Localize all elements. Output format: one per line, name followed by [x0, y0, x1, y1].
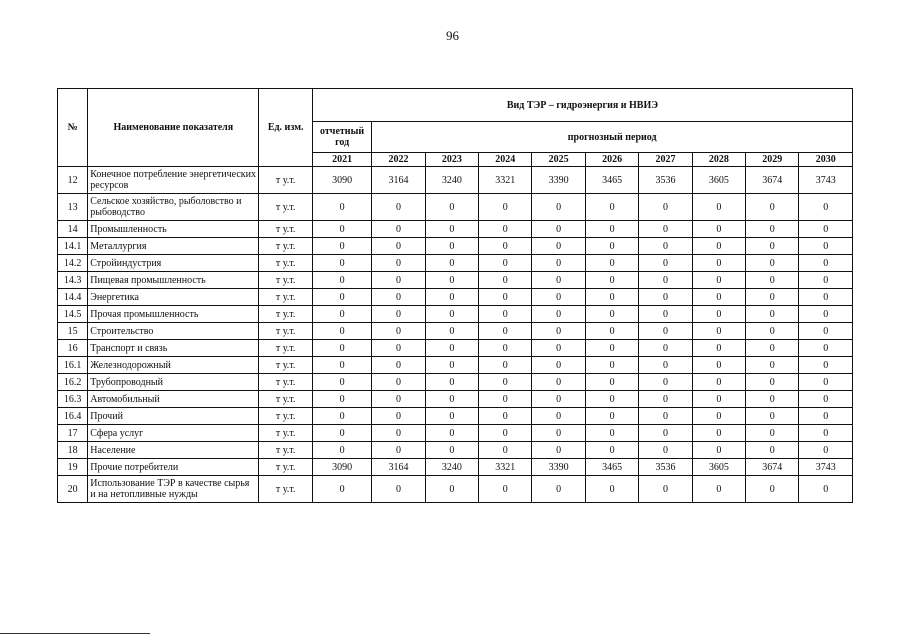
row-unit-cell: т у.т.: [259, 255, 312, 272]
value-cell: 0: [639, 194, 692, 221]
row-name-cell: Промышленность: [88, 221, 259, 238]
value-cell: 0: [532, 374, 585, 391]
row-number-cell: 14: [58, 221, 88, 238]
table-row: [58, 167, 853, 194]
table-row: [58, 425, 853, 442]
value-cell: 0: [639, 238, 692, 255]
year-header-cell: 2024: [479, 153, 532, 167]
value-cell: 0: [312, 289, 371, 306]
value-cell: 0: [372, 476, 425, 503]
row-unit-cell: т у.т.: [259, 221, 312, 238]
value-cell: 0: [425, 340, 478, 357]
row-unit-cell: т у.т.: [259, 442, 312, 459]
row-name-cell: Автомобильный: [88, 391, 259, 408]
value-cell: 0: [312, 476, 371, 503]
value-cell: 0: [425, 408, 478, 425]
row-unit-cell: т у.т.: [259, 194, 312, 221]
row-unit-cell: т у.т.: [259, 272, 312, 289]
value-cell: 0: [585, 425, 638, 442]
value-cell: 0: [372, 391, 425, 408]
energy-balance-table: [57, 88, 853, 503]
value-cell: 0: [312, 374, 371, 391]
value-cell: 0: [585, 306, 638, 323]
value-cell: 0: [479, 238, 532, 255]
row-number-cell: 16.2: [58, 374, 88, 391]
year-header-cell: 2026: [585, 153, 638, 167]
header-indicator-name: Наименование показателя: [88, 89, 259, 167]
row-number-cell: 15: [58, 323, 88, 340]
value-cell: 3743: [799, 459, 853, 476]
row-number-cell: 14.2: [58, 255, 88, 272]
row-name-cell: Население: [88, 442, 259, 459]
value-cell: 0: [692, 255, 745, 272]
value-cell: 0: [799, 272, 853, 289]
value-cell: 3605: [692, 167, 745, 194]
value-cell: 0: [746, 238, 799, 255]
year-header-cell: 2027: [639, 153, 692, 167]
value-cell: 0: [532, 289, 585, 306]
row-name-cell: Сфера услуг: [88, 425, 259, 442]
row-unit-cell: т у.т.: [259, 289, 312, 306]
value-cell: 0: [372, 340, 425, 357]
value-cell: 3605: [692, 459, 745, 476]
value-cell: 3321: [479, 459, 532, 476]
value-cell: 0: [312, 238, 371, 255]
table-row: [58, 289, 853, 306]
value-cell: 0: [585, 374, 638, 391]
row-number-cell: 16.4: [58, 408, 88, 425]
value-cell: 0: [692, 442, 745, 459]
header-resource-type: Вид ТЭР – гидроэнергия и НВИЭ: [312, 89, 852, 122]
row-name-cell: Прочая промышленность: [88, 306, 259, 323]
value-cell: 0: [585, 238, 638, 255]
row-number-cell: 14.1: [58, 238, 88, 255]
value-cell: 0: [585, 340, 638, 357]
value-cell: 3536: [639, 459, 692, 476]
value-cell: 0: [746, 323, 799, 340]
year-header-cell: 2023: [425, 153, 478, 167]
value-cell: 0: [585, 357, 638, 374]
table-row: [58, 238, 853, 255]
value-cell: 0: [372, 238, 425, 255]
row-name-cell: Прочий: [88, 408, 259, 425]
value-cell: 0: [746, 391, 799, 408]
value-cell: 0: [799, 238, 853, 255]
row-name-cell: Использование ТЭР в качестве сырья и на нетопливные нужды: [88, 476, 259, 503]
value-cell: 0: [799, 340, 853, 357]
value-cell: 0: [425, 238, 478, 255]
value-cell: 0: [312, 194, 371, 221]
row-name-cell: Энергетика: [88, 289, 259, 306]
row-unit-cell: т у.т.: [259, 391, 312, 408]
year-header-cell: 2021: [312, 153, 371, 167]
value-cell: 0: [372, 255, 425, 272]
row-name-cell: Металлургия: [88, 238, 259, 255]
value-cell: 0: [639, 221, 692, 238]
value-cell: 0: [746, 476, 799, 503]
row-name-cell: Транспорт и связь: [88, 340, 259, 357]
value-cell: 0: [799, 221, 853, 238]
value-cell: 0: [532, 255, 585, 272]
value-cell: 0: [692, 272, 745, 289]
row-name-cell: Железнодорожный: [88, 357, 259, 374]
value-cell: 0: [425, 425, 478, 442]
row-unit-cell: т у.т.: [259, 459, 312, 476]
value-cell: 0: [312, 340, 371, 357]
row-unit-cell: т у.т.: [259, 425, 312, 442]
row-number-cell: 12: [58, 167, 88, 194]
value-cell: 0: [479, 340, 532, 357]
value-cell: 0: [425, 442, 478, 459]
row-number-cell: 18: [58, 442, 88, 459]
row-name-cell: Прочие потребители: [88, 459, 259, 476]
row-unit-cell: т у.т.: [259, 476, 312, 503]
value-cell: 0: [372, 374, 425, 391]
value-cell: 0: [639, 391, 692, 408]
row-name-cell: Стройиндустрия: [88, 255, 259, 272]
table-row: [58, 272, 853, 289]
row-unit-cell: т у.т.: [259, 238, 312, 255]
value-cell: 0: [372, 408, 425, 425]
page-number: 96: [446, 28, 459, 43]
value-cell: 0: [532, 340, 585, 357]
row-name-cell: Трубопроводный: [88, 374, 259, 391]
table-row: [58, 323, 853, 340]
value-cell: 0: [532, 306, 585, 323]
value-cell: 3090: [312, 167, 371, 194]
value-cell: 0: [746, 442, 799, 459]
row-number-cell: 16: [58, 340, 88, 357]
table-row: [58, 194, 853, 221]
value-cell: 0: [746, 194, 799, 221]
value-cell: 0: [692, 425, 745, 442]
value-cell: 0: [532, 194, 585, 221]
value-cell: 0: [479, 255, 532, 272]
year-header-cell: 2029: [746, 153, 799, 167]
value-cell: 0: [479, 391, 532, 408]
value-cell: 3240: [425, 459, 478, 476]
value-cell: 0: [479, 476, 532, 503]
value-cell: 0: [532, 238, 585, 255]
value-cell: 0: [692, 194, 745, 221]
value-cell: 0: [585, 194, 638, 221]
value-cell: 0: [585, 408, 638, 425]
row-number-cell: 13: [58, 194, 88, 221]
value-cell: 3536: [639, 167, 692, 194]
value-cell: 0: [312, 323, 371, 340]
row-unit-cell: т у.т.: [259, 167, 312, 194]
value-cell: 0: [479, 374, 532, 391]
value-cell: 0: [372, 357, 425, 374]
value-cell: 3090: [312, 459, 371, 476]
value-cell: 0: [479, 272, 532, 289]
header-reported-year: отчетный год: [312, 122, 371, 153]
value-cell: 0: [425, 374, 478, 391]
year-header-cell: 2030: [799, 153, 853, 167]
row-number-cell: 14.5: [58, 306, 88, 323]
value-cell: 0: [799, 357, 853, 374]
value-cell: 0: [639, 357, 692, 374]
value-cell: 0: [425, 221, 478, 238]
value-cell: 0: [799, 476, 853, 503]
year-header-cell: 2022: [372, 153, 425, 167]
value-cell: 0: [585, 476, 638, 503]
value-cell: 0: [425, 306, 478, 323]
value-cell: 0: [479, 306, 532, 323]
value-cell: 0: [312, 306, 371, 323]
value-cell: 3240: [425, 167, 478, 194]
table-row: [58, 306, 853, 323]
value-cell: 0: [692, 306, 745, 323]
header-unit: Ед. изм.: [259, 89, 312, 167]
row-unit-cell: т у.т.: [259, 323, 312, 340]
value-cell: 0: [312, 357, 371, 374]
value-cell: 0: [372, 272, 425, 289]
year-header-cell: 2025: [532, 153, 585, 167]
row-number-cell: 17: [58, 425, 88, 442]
row-unit-cell: т у.т.: [259, 340, 312, 357]
row-unit-cell: т у.т.: [259, 306, 312, 323]
value-cell: 0: [639, 408, 692, 425]
value-cell: 0: [425, 476, 478, 503]
value-cell: 0: [639, 272, 692, 289]
value-cell: 0: [372, 323, 425, 340]
value-cell: 3465: [585, 167, 638, 194]
value-cell: 0: [312, 255, 371, 272]
value-cell: 0: [746, 289, 799, 306]
value-cell: 0: [799, 306, 853, 323]
value-cell: 0: [692, 221, 745, 238]
value-cell: 0: [746, 340, 799, 357]
value-cell: 0: [532, 408, 585, 425]
value-cell: 0: [799, 425, 853, 442]
value-cell: 0: [532, 476, 585, 503]
value-cell: 0: [639, 442, 692, 459]
value-cell: 0: [479, 425, 532, 442]
value-cell: 0: [425, 255, 478, 272]
value-cell: 0: [532, 357, 585, 374]
value-cell: 0: [312, 272, 371, 289]
value-cell: 0: [479, 289, 532, 306]
value-cell: 0: [639, 255, 692, 272]
value-cell: 0: [746, 221, 799, 238]
value-cell: 3164: [372, 459, 425, 476]
value-cell: 0: [425, 391, 478, 408]
value-cell: 0: [312, 425, 371, 442]
table-row: [58, 255, 853, 272]
value-cell: 0: [532, 391, 585, 408]
value-cell: 0: [585, 272, 638, 289]
value-cell: 0: [479, 221, 532, 238]
value-cell: 0: [372, 221, 425, 238]
row-number-cell: 16.3: [58, 391, 88, 408]
value-cell: 0: [532, 323, 585, 340]
value-cell: 0: [372, 194, 425, 221]
value-cell: 0: [799, 289, 853, 306]
row-unit-cell: т у.т.: [259, 374, 312, 391]
value-cell: 0: [639, 306, 692, 323]
value-cell: 0: [532, 221, 585, 238]
value-cell: 0: [532, 442, 585, 459]
value-cell: 0: [692, 323, 745, 340]
header-number: №: [58, 89, 88, 167]
value-cell: 0: [746, 357, 799, 374]
row-name-cell: Строительство: [88, 323, 259, 340]
row-number-cell: 19: [58, 459, 88, 476]
value-cell: 0: [692, 289, 745, 306]
table-row: [58, 408, 853, 425]
header-forecast-period: прогнозный период: [372, 122, 853, 153]
value-cell: 3390: [532, 459, 585, 476]
value-cell: 0: [585, 221, 638, 238]
value-cell: 0: [746, 306, 799, 323]
value-cell: 3743: [799, 167, 853, 194]
value-cell: 0: [585, 391, 638, 408]
value-cell: 0: [799, 323, 853, 340]
value-cell: 0: [799, 442, 853, 459]
value-cell: 0: [639, 340, 692, 357]
value-cell: 0: [425, 289, 478, 306]
row-name-cell: Сельское хозяйство, рыболовство и рыбоводство: [88, 194, 259, 221]
value-cell: 0: [479, 442, 532, 459]
value-cell: 0: [639, 289, 692, 306]
table-row: [58, 221, 853, 238]
value-cell: 0: [799, 374, 853, 391]
value-cell: 3465: [585, 459, 638, 476]
value-cell: 0: [746, 408, 799, 425]
value-cell: 0: [692, 391, 745, 408]
row-unit-cell: т у.т.: [259, 357, 312, 374]
value-cell: 0: [746, 272, 799, 289]
value-cell: 0: [692, 238, 745, 255]
row-name-cell: Пищевая промышленность: [88, 272, 259, 289]
value-cell: 0: [639, 476, 692, 503]
value-cell: 0: [692, 357, 745, 374]
value-cell: 0: [479, 357, 532, 374]
value-cell: 0: [312, 221, 371, 238]
value-cell: 0: [479, 194, 532, 221]
value-cell: 0: [372, 425, 425, 442]
table-row: [58, 476, 853, 503]
value-cell: 0: [425, 272, 478, 289]
value-cell: 0: [692, 408, 745, 425]
table-row: [58, 391, 853, 408]
value-cell: 0: [479, 323, 532, 340]
row-unit-cell: т у.т.: [259, 408, 312, 425]
value-cell: 0: [372, 289, 425, 306]
value-cell: 0: [479, 408, 532, 425]
value-cell: 0: [692, 476, 745, 503]
value-cell: 0: [372, 442, 425, 459]
value-cell: 0: [425, 357, 478, 374]
value-cell: 0: [425, 194, 478, 221]
value-cell: 0: [532, 425, 585, 442]
row-number-cell: 16.1: [58, 357, 88, 374]
value-cell: 0: [692, 340, 745, 357]
value-cell: 0: [799, 408, 853, 425]
value-cell: 0: [746, 255, 799, 272]
row-name-cell: Конечное потребление энергетических ресурсов: [88, 167, 259, 194]
table-row: [58, 374, 853, 391]
value-cell: 3321: [479, 167, 532, 194]
value-cell: 0: [585, 289, 638, 306]
value-cell: 0: [585, 323, 638, 340]
value-cell: 0: [532, 272, 585, 289]
table-row: [58, 442, 853, 459]
table-row: [58, 357, 853, 374]
row-number-cell: 14.3: [58, 272, 88, 289]
value-cell: 0: [639, 425, 692, 442]
table-body: [58, 167, 853, 503]
row-number-cell: 20: [58, 476, 88, 503]
value-cell: 0: [639, 323, 692, 340]
year-header-cell: 2028: [692, 153, 745, 167]
value-cell: 0: [312, 408, 371, 425]
value-cell: 3674: [746, 459, 799, 476]
value-cell: 0: [746, 425, 799, 442]
value-cell: 0: [585, 255, 638, 272]
row-number-cell: 14.4: [58, 289, 88, 306]
value-cell: 0: [585, 442, 638, 459]
table-row: [58, 340, 853, 357]
value-cell: 0: [639, 374, 692, 391]
value-cell: 0: [799, 255, 853, 272]
value-cell: 3390: [532, 167, 585, 194]
value-cell: 0: [425, 323, 478, 340]
table-row: [58, 459, 853, 476]
value-cell: 3164: [372, 167, 425, 194]
value-cell: 0: [746, 374, 799, 391]
value-cell: 0: [312, 391, 371, 408]
value-cell: 0: [799, 391, 853, 408]
value-cell: 0: [312, 442, 371, 459]
value-cell: 3674: [746, 167, 799, 194]
footnote-rule: [0, 633, 150, 634]
value-cell: 0: [799, 194, 853, 221]
value-cell: 0: [692, 374, 745, 391]
value-cell: 0: [372, 306, 425, 323]
